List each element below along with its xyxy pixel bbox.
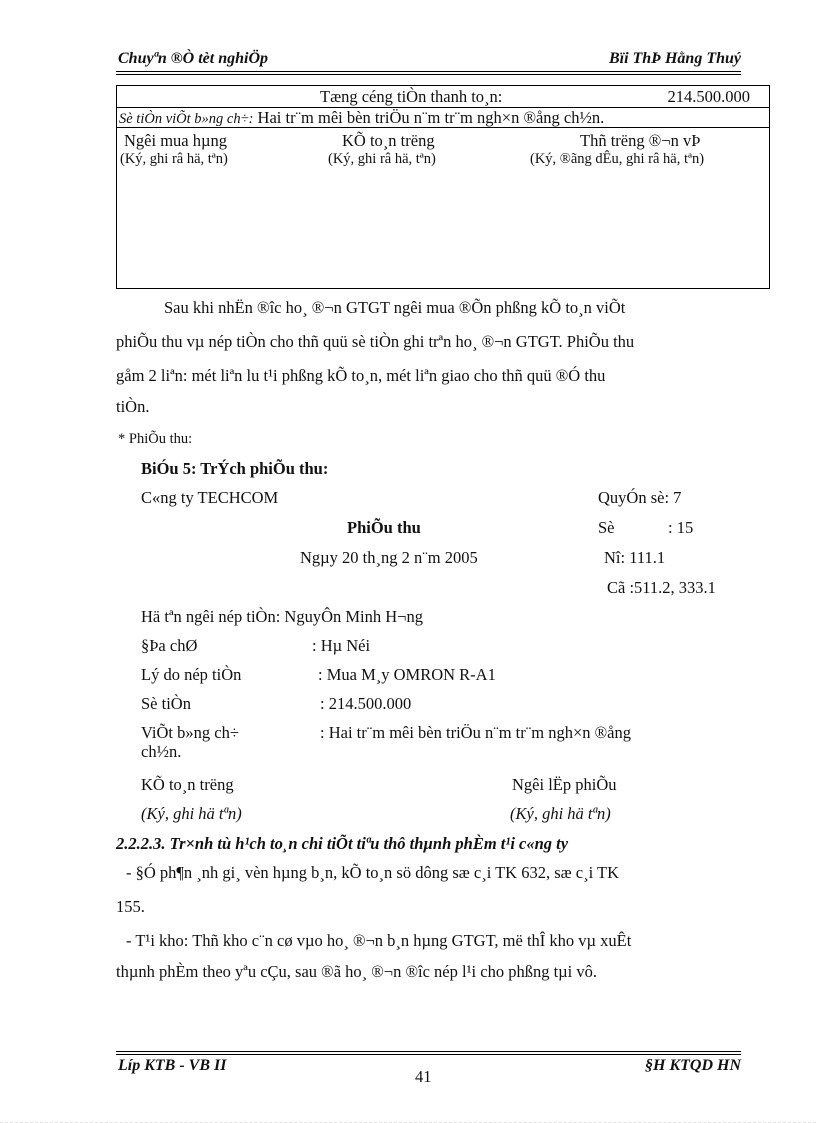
section-line: - §Ó ph¶n ¸nh gi¸ vèn hµng b¸n, kÕ to¸n sö dông sæ c¸i TK 632, sæ c¸i TK xyxy=(126,863,620,882)
receipt-address-label: §Þa chØ xyxy=(141,636,198,655)
receipt-words-value: : Hai tr¨m mêi bèn triÖu n¨m tr¨m ngh×n ®ång xyxy=(320,723,631,742)
paragraph-line: phiÕu thu vµ nép tiÒn cho thñ quü sè tiÒn ghi trªn ho¸ ®¬n GTGT. PhiÕu thu xyxy=(116,332,635,351)
receipt-words-label: ViÕt b»ng ch÷ xyxy=(141,723,239,742)
sign-buyer-title: Ngêi mua hµng xyxy=(124,131,227,150)
receipt-sign-chief-accountant: KÕ to¸n trëng xyxy=(141,775,234,794)
receipt-words-cont: ch½n. xyxy=(141,742,182,761)
receipt-address-value: : Hµ Néi xyxy=(312,636,371,655)
header-rule xyxy=(116,71,741,72)
section-heading: 2.2.2.3. Tr×nh tù h¹ch to¸n chi tiÕt tiªu thô thµnh phÈm t¹i c«ng ty xyxy=(116,834,569,853)
header-rule-2 xyxy=(116,74,741,75)
receipt-number-value: : 15 xyxy=(668,518,694,537)
receipt-heading: BiÓu 5: TrÝch phiÕu thu: xyxy=(141,459,329,478)
receipt-title: PhiÕu thu xyxy=(347,518,421,537)
section-line: - T¹i kho: Thñ kho c¨n cø vµo ho¸ ®¬n b¸n hµng GTGT, më thÎ kho vµ xuÊt xyxy=(126,931,632,950)
sign-director-note: (Ký, ®ãng dÊu, ghi râ hä, tªn) xyxy=(530,151,705,167)
receipt-note-left: (Ký, ghi hä tªn) xyxy=(141,804,242,823)
amount-in-words-value: Hai tr¨m mêi bèn triÖu n¨m tr¨m ngh×n ®ång ch½n. xyxy=(257,108,605,127)
receipt-reason-value: : Mua M¸y OMRON R-A1 xyxy=(318,665,496,684)
receipt-credit: Cã :511.2, 333.1 xyxy=(607,578,716,597)
header-right: Bïi ThÞ Hằng Thuý xyxy=(608,50,741,67)
receipt-reason-label: Lý do nép tiÒn xyxy=(141,665,242,684)
receipt-amount-label: Sè tiÒn xyxy=(141,694,191,713)
sign-director-title: Thñ trëng ®¬n vÞ xyxy=(580,131,701,150)
page-number: 41 xyxy=(415,1067,432,1086)
paragraph-line: gåm 2 liªn: mét liªn lu t¹i phßng kÕ to¸n, mét liªn giao cho thñ quü ®Ó thu xyxy=(116,366,606,385)
footer-rule-2 xyxy=(116,1054,741,1055)
total-label: Tæng céng tiÒn thanh to¸n: xyxy=(320,87,503,106)
receipt-sign-preparer: Ngêi lËp phiÕu xyxy=(512,775,617,794)
receipt-payer: Hä tªn ngêi nép tiÒn: NguyÔn Minh H¬ng xyxy=(141,607,423,626)
sign-chief-accountant-title: KÕ to¸n trëng xyxy=(342,131,435,150)
header-left: Chuyªn ®Ò tèt nghiÖp xyxy=(118,50,269,67)
receipt-company: C«ng ty TECHCOM xyxy=(141,488,279,507)
section-line: thµnh phÈm theo yªu cÇu, sau ®ã ho¸ ®¬n ®îc nép l¹i cho phßng tµi vô. xyxy=(116,962,597,981)
receipt-bullet: * PhiÕu thu: xyxy=(118,431,193,447)
sign-chief-accountant-note: (Ký, ghi râ hä, tªn) xyxy=(328,151,436,167)
section-line: 155. xyxy=(116,897,145,916)
footer-left: Líp KTB - VB II xyxy=(118,1057,227,1074)
sign-buyer-note: (Ký, ghi râ hä, tªn) xyxy=(120,151,228,167)
receipt-amount-value: : 214.500.000 xyxy=(320,694,412,713)
paragraph-line: Sau khi nhËn ®îc ho¸ ®¬n GTGT ngêi mua ®Õn phßng kÕ to¸n viÕt xyxy=(164,298,626,317)
paragraph-line: tiÒn. xyxy=(116,397,150,416)
receipt-debit: Nî: 111.1 xyxy=(604,548,666,567)
footer-right: §H KTQD HN xyxy=(645,1057,741,1074)
receipt-book-number: QuyÓn sè: 7 xyxy=(598,488,682,507)
footer-rule xyxy=(116,1051,741,1052)
receipt-note-right: (Ký, ghi hä tªn) xyxy=(510,804,611,823)
receipt-number-label: Sè xyxy=(598,518,615,537)
amount-in-words-label: Sè tiÒn viÕt b»ng ch÷: xyxy=(119,111,254,127)
receipt-date: Ngµy 20 th¸ng 2 n¨m 2005 xyxy=(300,548,478,567)
total-value: 214.500.000 xyxy=(667,87,750,106)
